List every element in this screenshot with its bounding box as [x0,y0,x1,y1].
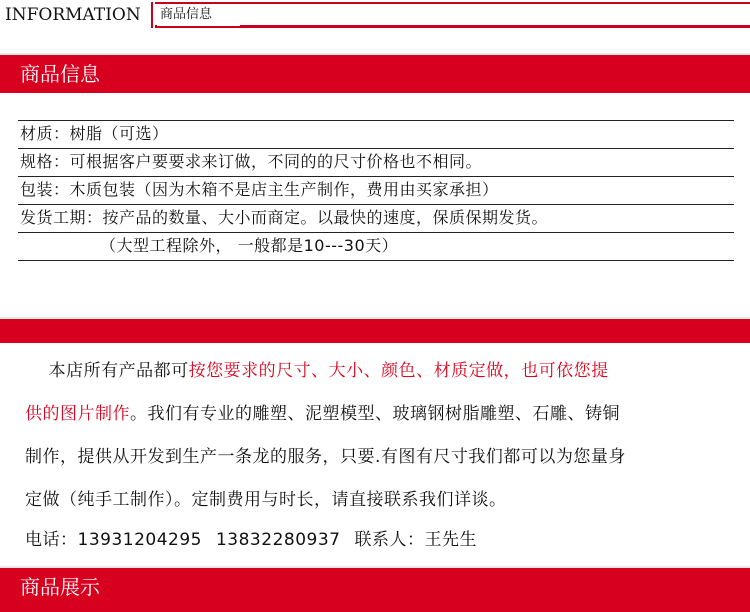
section-header-info [0,53,750,93]
info-row-material: 材质：树脂（可选） [18,120,734,149]
description-line-1 [25,350,725,393]
description-line-3: 制作，提供从开发到生产一条龙的服务，只要.有图有尺寸我们都可以为您量身 [25,447,626,467]
info-row-shipping: 发货工期：按产品的数量、大小而商定。以最快的速度，保质保期发货。 [18,205,734,233]
description-block [25,350,725,522]
info-table [18,120,734,261]
section-title-display: 商品展示 [20,575,100,599]
description-line-2-red: 供的图片制作 [25,404,130,424]
header-red-frame [155,2,750,28]
info-row-shipping-note: （大型工程除外， 一般都是10---30天） [18,233,734,261]
info-row-packaging: 包装：木质包装（因为木箱不是店主生产制作，费用由买家承担） [18,177,734,205]
section-header-display [0,566,750,612]
section-header-middle [0,317,750,343]
description-line-2-black: 。我们有专业的雕塑、泥塑模型、玻璃钢树脂雕塑、石雕、铸铜 [130,404,620,424]
header-title: INFORMATION [0,2,153,28]
section-title-info: 商品信息 [20,62,100,86]
phone-number-1: 13931204295 [77,530,202,550]
contact-line [25,520,491,560]
header-subtitle: 商品信息 [157,4,240,26]
phone-number-2: 13832280937 [215,530,341,550]
description-line-2 [25,393,725,436]
info-row-spec: 规格：可根据客户要要求来订做，不同的的尺寸价格也不相同。 [18,149,734,177]
phone-label: 电话： [25,530,78,550]
description-line-1-red: 按您要求的尺寸、大小、颜色、材质定做，也可依您提 [188,361,609,381]
description-line-4: 定做（纯手工制作）。定制费用与时长，请直接联系我们详谈。 [25,490,507,510]
contact-person: 联系人：王先生 [354,530,477,550]
top-header [0,0,750,32]
description-line-1-black: 本店所有产品都可 [48,361,189,381]
